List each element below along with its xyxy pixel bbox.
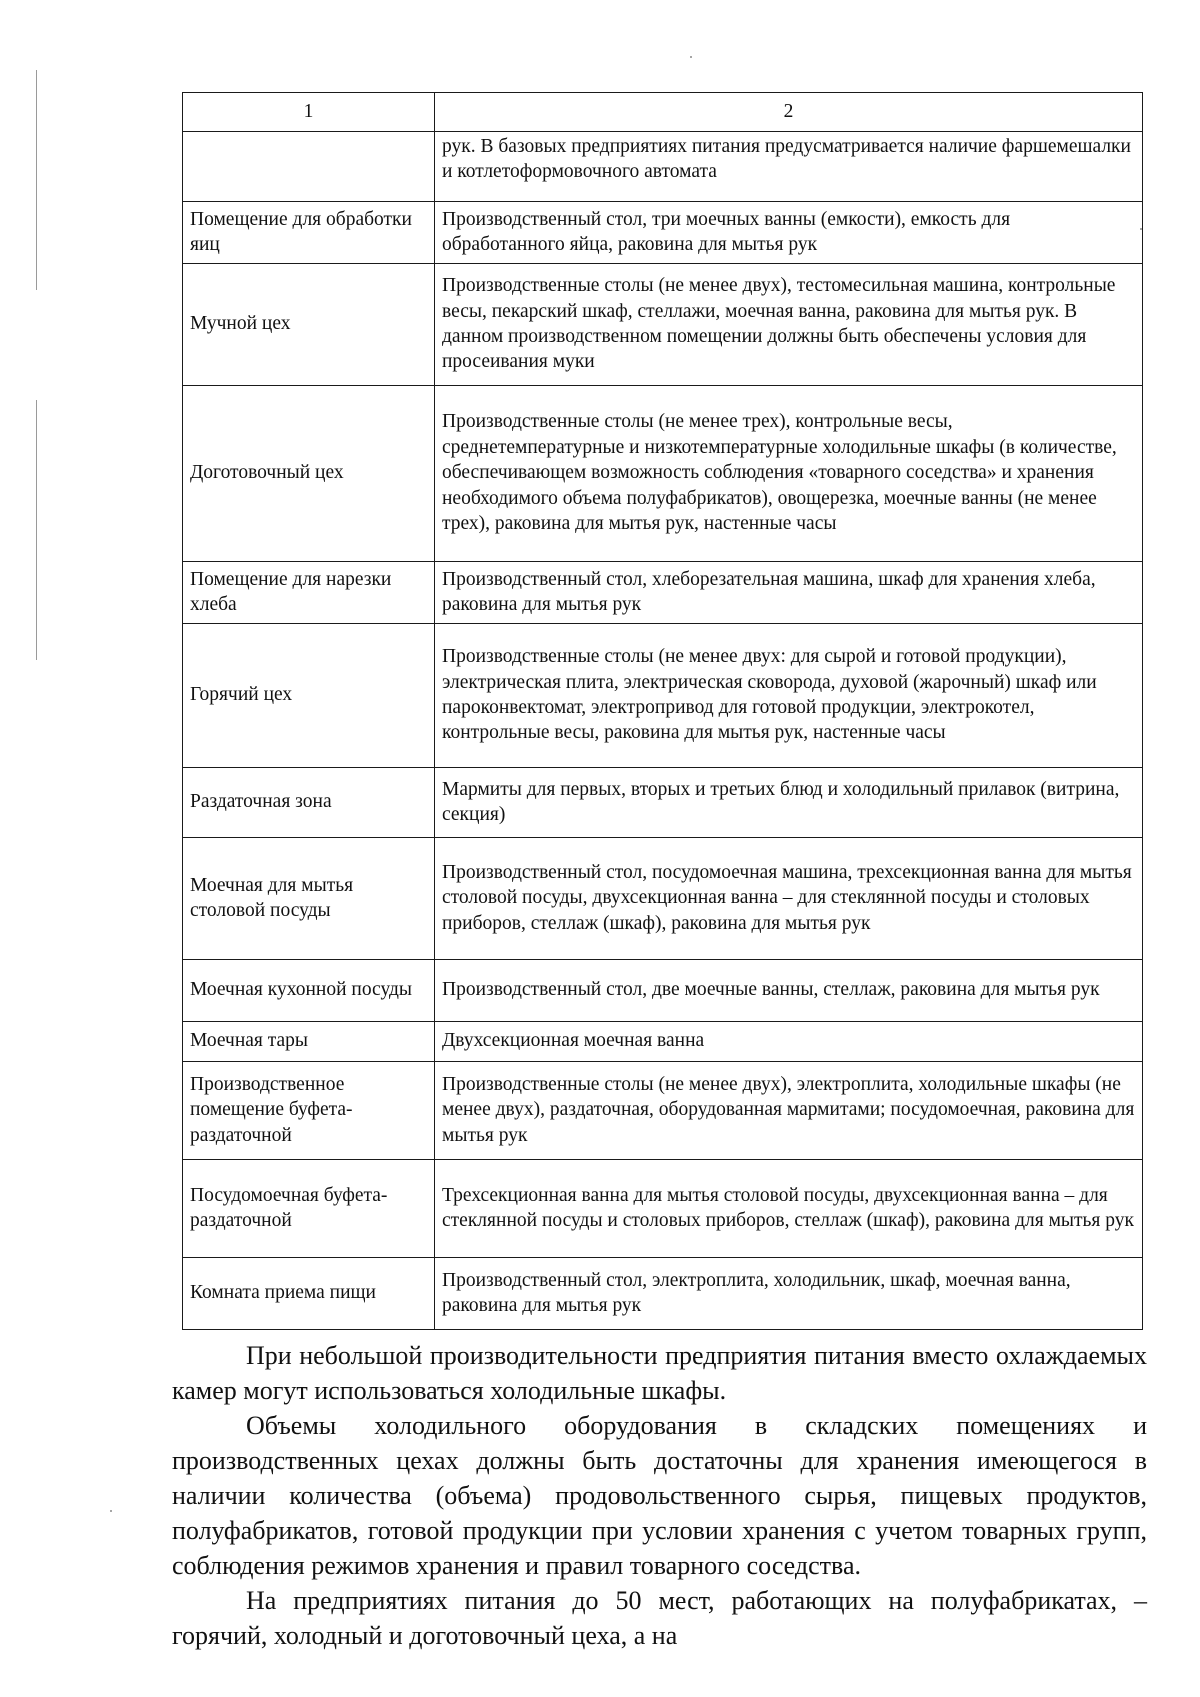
paragraph-3 xyxy=(172,1583,1147,1653)
equipment-cell: Производственный стол, посудомоечная машина, трехсекционная ванна для мытья столовой посуды, двухсекционная ванна – для стеклянной посуды и столовых приборов, стеллаж (шкаф), раковина для мытья рук xyxy=(435,838,1143,960)
room-cell: Доготовочный цех xyxy=(183,386,435,562)
equipment-cell: рук. В базовых предприятиях питания предусматривается наличие фаршемешалки и котлетоформовочного автомата xyxy=(435,132,1143,202)
column-header-2: 2 xyxy=(435,93,1143,132)
equipment-cell: Производственный стол, электроплита, холодильник, шкаф, моечная ванна, раковина для мытья рук xyxy=(435,1258,1143,1330)
room-cell xyxy=(183,132,435,202)
room-cell: Комната приема пищи xyxy=(183,1258,435,1330)
equipment-cell: Производственный стол, три моечных ванны (емкости), емкость для обработанного яйца, раковина для мытья рук xyxy=(435,202,1143,264)
equipment-cell: Производственный стол, две моечные ванны, стеллаж, раковина для мытья рук xyxy=(435,960,1143,1022)
equipment-cell: Производственные столы (не менее двух), тестомесильная машина, контрольные весы, пекарский шкаф, стеллажи, моечная ванна, раковина для мытья рук. В данном производственном помещении должны быть обеспечены условия для просеивания муки xyxy=(435,264,1143,386)
table-row xyxy=(183,1062,1143,1160)
equipment-table xyxy=(182,92,1143,1330)
room-cell: Помещение для обработки яиц xyxy=(183,202,435,264)
table-row xyxy=(183,624,1143,768)
table-row xyxy=(183,1022,1143,1062)
room-cell: Посудомоечная буфета-раздаточной xyxy=(183,1160,435,1258)
equipment-cell: Двухсекционная моечная ванна xyxy=(435,1022,1143,1062)
scan-edge-mark xyxy=(36,70,37,290)
room-cell: Моечная кухонной посуды xyxy=(183,960,435,1022)
room-cell: Горячий цех xyxy=(183,624,435,768)
paragraph-3-text: На предприятиях питания до 50 мест, работающих на полуфабрикатах, – горячий, холодный и доготовочный цеха, а на xyxy=(172,1586,1147,1650)
paragraph-2-text: Объемы холодильного оборудования в складских помещениях и производственных цехах должны быть достаточны для хранения имеющегося в наличии количества (объема) продовольственного сырья, пищевых продуктов, полуфабрикатов, готовой продукции при условии хранения с учетом товарных групп, соблюдения режимов хранения и правил товарного соседства. xyxy=(172,1411,1147,1580)
table-body xyxy=(183,132,1143,1330)
table-row xyxy=(183,768,1143,838)
table-row xyxy=(183,838,1143,960)
room-cell: Помещение для нарезки хлеба xyxy=(183,562,435,624)
equipment-cell: Производственные столы (не менее трех), контрольные весы, среднетемпературные и низкотемпературные холодильные шкафы (в количестве, обеспечивающем возможность соблюдения «товарного соседства» и хранения необходимого объема полуфабрикатов), овощерезка, моечные ванны (не менее трех), раковина для мытья рук, настенные часы xyxy=(435,386,1143,562)
table-header-row xyxy=(183,93,1143,132)
equipment-cell: Производственный стол, хлеборезательная машина, шкаф для хранения хлеба, раковина для мытья рук xyxy=(435,562,1143,624)
paragraph-1-text: При небольшой производительности предприятия питания вместо охлаждаемых камер могут использоваться холодильные шкафы. xyxy=(172,1341,1147,1405)
room-cell: Моечная тары xyxy=(183,1022,435,1062)
equipment-cell: Мармиты для первых, вторых и третьих блюд и холодильный прилавок (витрина, секция) xyxy=(435,768,1143,838)
equipment-cell: Трехсекционная ванна для мытья столовой посуды, двухсекционная ванна – для стеклянной посуды и столовых приборов, стеллаж (шкаф), раковина для мытья рук xyxy=(435,1160,1143,1258)
equipment-cell: Производственные столы (не менее двух: для сырой и готовой продукции), электрическая плита, электрическая сковорода, духовой (жарочный) шкаф или пароконвектомат, электропривод для готовой продукции, электрокотел, контрольные весы, раковина для мытья рук, настенные часы xyxy=(435,624,1143,768)
table-row xyxy=(183,960,1143,1022)
room-cell: Мучной цех xyxy=(183,264,435,386)
room-cell: Производственное помещение буфета-раздаточной xyxy=(183,1062,435,1160)
table-row xyxy=(183,1258,1143,1330)
paragraph-2 xyxy=(172,1408,1147,1583)
scan-speck xyxy=(690,56,692,58)
scan-speck xyxy=(110,1510,112,1512)
table-row xyxy=(183,264,1143,386)
table-row xyxy=(183,1160,1143,1258)
equipment-cell: Производственные столы (не менее двух), электроплита, холодильные шкафы (не менее двух), раздаточная, оборудованная мармитами; посудомоечная, раковина для мытья рук xyxy=(435,1062,1143,1160)
table-row xyxy=(183,386,1143,562)
room-cell: Раздаточная зона xyxy=(183,768,435,838)
room-cell: Моечная для мытья столовой посуды xyxy=(183,838,435,960)
table-row xyxy=(183,132,1143,202)
table-row xyxy=(183,202,1143,264)
column-header-1: 1 xyxy=(183,93,435,132)
table-row xyxy=(183,562,1143,624)
scan-edge-mark xyxy=(36,400,37,660)
paragraph-1 xyxy=(172,1338,1147,1408)
